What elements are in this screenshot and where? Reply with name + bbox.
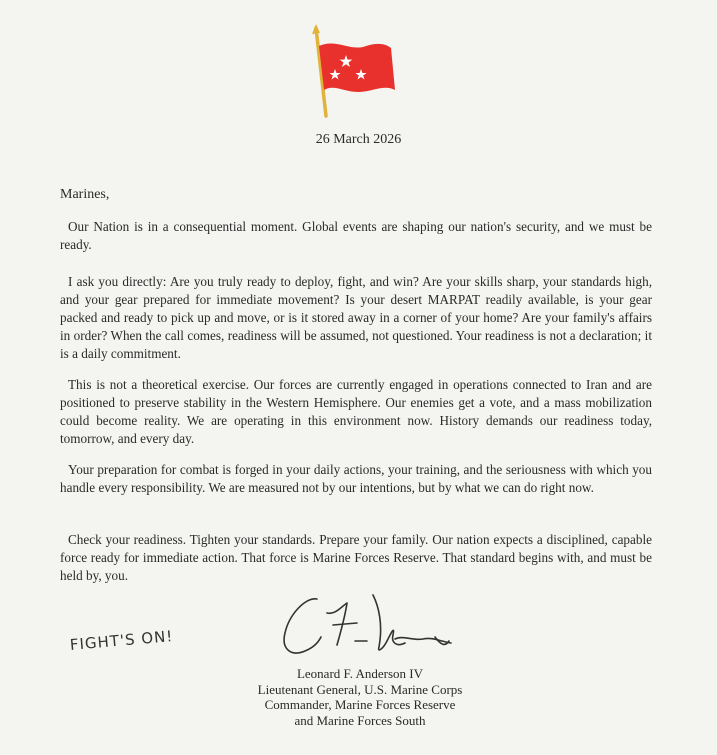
- salutation: Marines,: [60, 187, 110, 202]
- paragraph-2: I ask you directly: Are you truly ready to deploy, fight, and win? Are your skills sharp, your standards high, and your gear prepared for immediate movement? Is your desert MARPAT readily available, is your gear packed and ready to pick up and move, or is it stored away in a corner of your home? Are your family's affairs in order? When the call comes, readiness will be assumed, not questioned. Your readiness is not a declaration; it is a daily commitment.: [60, 274, 652, 361]
- general-flag-icon: [306, 22, 401, 118]
- paragraph-4: Your preparation for combat is forged in your daily actions, your training, and the seriousness with which you handle every responsibility. We are measured not by our intentions, but by what we can do right now.: [60, 462, 652, 495]
- letter-date: 26 March 2026: [315, 132, 402, 147]
- signatory-name: Leonard F. Anderson IV: [296, 666, 424, 681]
- signature-block: [180, 666, 540, 728]
- signatory-title-2: and Marine Forces South: [294, 712, 426, 728]
- paragraph-3: This is not a theoretical exercise. Our forces are currently engaged in operations connected to Iran and are positioned to preserve stability in the Western Hemisphere. Our enemies get a vote, and a mass mobilization could become reality. We are operating in this environment now. History demands our readiness today, tomorrow, and every day.: [60, 377, 652, 446]
- handwritten-note: FIGHT'S ON!: [69, 627, 174, 654]
- signatory-title-1: Commander, Marine Forces Reserve: [264, 697, 456, 712]
- signatory-rank: Lieutenant General, U.S. Marine Corps: [257, 681, 463, 697]
- paragraph-5: Check your readiness. Tighten your standards. Prepare your family. Our nation expects a disciplined, capable force ready for immediate action. That force is Marine Forces Reserve. That standard begins with, and must be held by, you.: [60, 532, 652, 583]
- signature-image: [275, 585, 475, 670]
- paragraph-1: Our Nation is in a consequential moment. Global events are shaping our nation's security, and we must be ready.: [60, 219, 652, 252]
